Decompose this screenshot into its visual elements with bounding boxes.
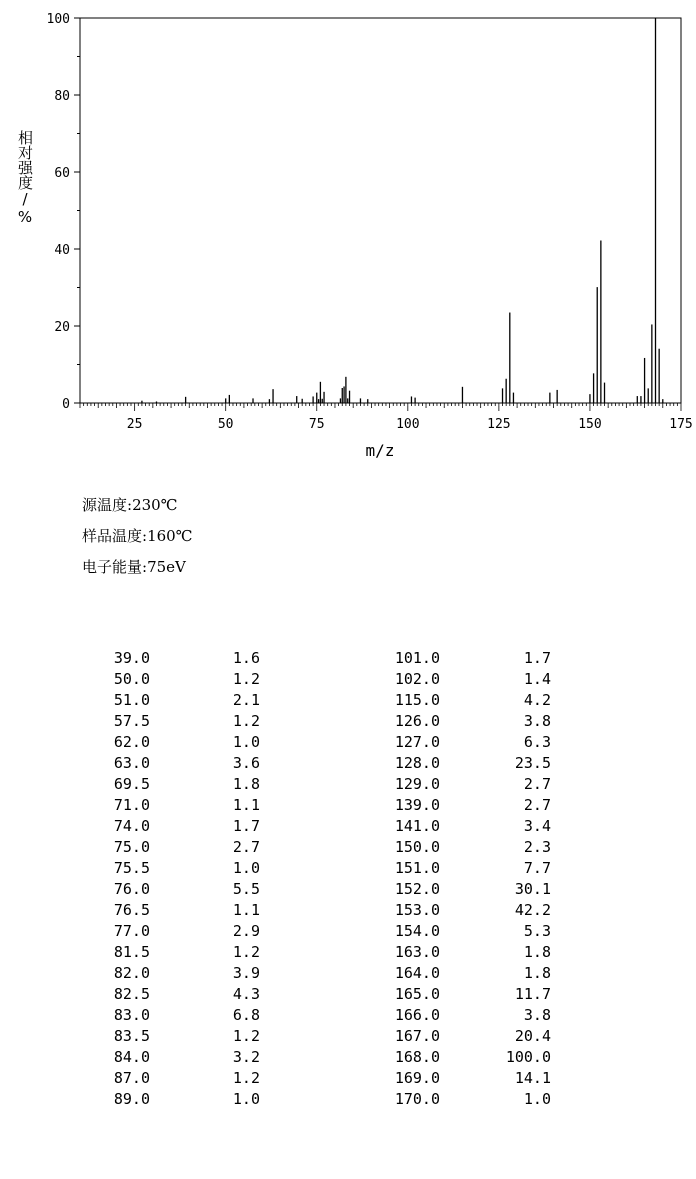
- condition-value: :160℃: [142, 527, 193, 545]
- peak-intensity: 100.0: [505, 1048, 551, 1066]
- peak-intensity: 2.7: [232, 838, 260, 856]
- peak-mz: 69.5: [113, 775, 150, 793]
- peak-mz: 152.0: [394, 880, 440, 898]
- peak-mz: 82.0: [113, 964, 150, 982]
- peak-intensity: 2.1: [232, 691, 260, 709]
- peak-intensity: 20.4: [514, 1027, 551, 1045]
- y-tick-label: 0: [62, 397, 70, 412]
- peak-intensity: 3.6: [232, 754, 260, 772]
- y-tick-label: 20: [54, 320, 70, 335]
- peak-mz: 89.0: [113, 1090, 150, 1108]
- peak-intensity: 1.0: [232, 1090, 260, 1108]
- condition-label: 样品温度: [82, 527, 143, 545]
- peak-intensity: 1.8: [523, 964, 551, 982]
- y-tick-label: 80: [54, 89, 70, 104]
- peak-intensity: 5.5: [232, 880, 260, 898]
- peak-mz: 81.5: [113, 943, 150, 961]
- peak-mz: 167.0: [394, 1027, 440, 1045]
- peak-intensity: 1.0: [232, 733, 260, 751]
- peak-mz: 101.0: [394, 649, 440, 667]
- x-axis-label: m/z: [365, 441, 395, 460]
- peak-intensity: 1.0: [232, 859, 260, 877]
- peak-intensity: 11.7: [514, 985, 551, 1003]
- peak-mz: 169.0: [394, 1069, 440, 1087]
- y-tick-label: 40: [54, 243, 70, 258]
- peak-intensity: 1.8: [523, 943, 551, 961]
- peak-mz: 76.5: [113, 901, 150, 919]
- peak-mz: 82.5: [113, 985, 150, 1003]
- peak-intensity: 42.2: [514, 901, 551, 919]
- peak-intensity: 1.1: [232, 796, 260, 814]
- peak-mz: 128.0: [394, 754, 440, 772]
- x-tick-label: 175: [669, 417, 693, 432]
- peak-mz: 170.0: [394, 1090, 440, 1108]
- peak-mz: 154.0: [394, 922, 440, 940]
- condition-value: :75eV: [142, 558, 186, 576]
- peak-mz: 87.0: [113, 1069, 150, 1087]
- peak-intensity: 1.0: [523, 1090, 551, 1108]
- peak-intensity: 2.7: [523, 775, 551, 793]
- peak-intensity: 1.2: [232, 1069, 260, 1087]
- peak-mz: 83.5: [113, 1027, 150, 1045]
- peak-mz: 166.0: [394, 1006, 440, 1024]
- peak-mz: 75.0: [113, 838, 150, 856]
- peak-mz: 153.0: [394, 901, 440, 919]
- y-tick-label: 60: [54, 166, 70, 181]
- peak-intensity: 5.3: [523, 922, 551, 940]
- plot-frame: [80, 18, 681, 403]
- peak-mz: 168.0: [394, 1048, 440, 1066]
- x-tick-label: 50: [217, 417, 234, 432]
- peak-intensity: 1.1: [232, 901, 260, 919]
- peak-mz: 129.0: [394, 775, 440, 793]
- peak-mz: 39.0: [113, 649, 150, 667]
- peak-mz: 57.5: [113, 712, 150, 730]
- peak-mz: 75.5: [113, 859, 150, 877]
- peak-intensity: 3.4: [523, 817, 551, 835]
- peak-mz: 76.0: [113, 880, 150, 898]
- peak-mz: 62.0: [113, 733, 150, 751]
- peak-mz: 126.0: [394, 712, 440, 730]
- mass-spectrum-chart: [0, 0, 696, 470]
- peak-intensity: 3.2: [232, 1048, 260, 1066]
- peak-intensity: 6.8: [232, 1006, 260, 1024]
- peak-mz: 139.0: [394, 796, 440, 814]
- x-tick-label: 100: [396, 417, 420, 432]
- y-axis-label: 相对强度/%: [16, 130, 34, 226]
- peak-intensity: 1.4: [523, 670, 551, 688]
- peak-intensity: 2.9: [232, 922, 260, 940]
- peak-mz: 163.0: [394, 943, 440, 961]
- peak-mz: 50.0: [113, 670, 150, 688]
- peak-intensity: 1.2: [232, 670, 260, 688]
- peak-intensity: 1.2: [232, 712, 260, 730]
- peak-intensity: 23.5: [514, 754, 551, 772]
- peak-mz: 51.0: [113, 691, 150, 709]
- peak-mz: 71.0: [113, 796, 150, 814]
- x-tick-label: 75: [308, 417, 325, 432]
- y-tick-label: 100: [46, 12, 70, 27]
- peak-intensity: 2.3: [523, 838, 551, 856]
- peak-mz: 63.0: [113, 754, 150, 772]
- x-tick-label: 125: [487, 417, 511, 432]
- peak-intensity: 1.7: [523, 649, 551, 667]
- peak-mz: 141.0: [394, 817, 440, 835]
- peak-mz: 165.0: [394, 985, 440, 1003]
- peak-intensity: 1.8: [232, 775, 260, 793]
- chart-peaks: [142, 18, 663, 403]
- peak-mz: 115.0: [394, 691, 440, 709]
- condition-value: :230℃: [127, 496, 178, 514]
- peak-intensity: 2.7: [523, 796, 551, 814]
- peak-intensity: 3.9: [232, 964, 260, 982]
- peak-intensity: 30.1: [514, 880, 551, 898]
- peak-mz: 150.0: [394, 838, 440, 856]
- peak-intensity: 1.7: [232, 817, 260, 835]
- peak-mz: 74.0: [113, 817, 150, 835]
- peak-intensity: 1.6: [232, 649, 260, 667]
- peak-intensity: 4.2: [523, 691, 551, 709]
- peak-intensity: 7.7: [523, 859, 551, 877]
- condition-row: [82, 527, 192, 545]
- peak-intensity: 6.3: [523, 733, 551, 751]
- x-tick-label: 150: [578, 417, 602, 432]
- peak-intensity: 4.3: [232, 985, 260, 1003]
- peak-mz: 102.0: [394, 670, 440, 688]
- peak-mz: 164.0: [394, 964, 440, 982]
- peak-mz: 151.0: [394, 859, 440, 877]
- peak-intensity: 1.2: [232, 1027, 260, 1045]
- condition-label: 电子能量: [82, 558, 143, 576]
- condition-row: [82, 496, 177, 514]
- peak-mz: 77.0: [113, 922, 150, 940]
- peak-mz: 127.0: [394, 733, 440, 751]
- peak-mz: 84.0: [113, 1048, 150, 1066]
- x-tick-label: 25: [126, 417, 143, 432]
- peak-intensity: 14.1: [514, 1069, 551, 1087]
- peak-intensity: 3.8: [523, 1006, 551, 1024]
- peak-intensity: 3.8: [523, 712, 551, 730]
- condition-label: 源温度: [82, 496, 128, 514]
- peak-mz: 83.0: [113, 1006, 150, 1024]
- condition-row: [82, 558, 186, 576]
- peak-intensity: 1.2: [232, 943, 260, 961]
- chart-axes: [47, 12, 693, 432]
